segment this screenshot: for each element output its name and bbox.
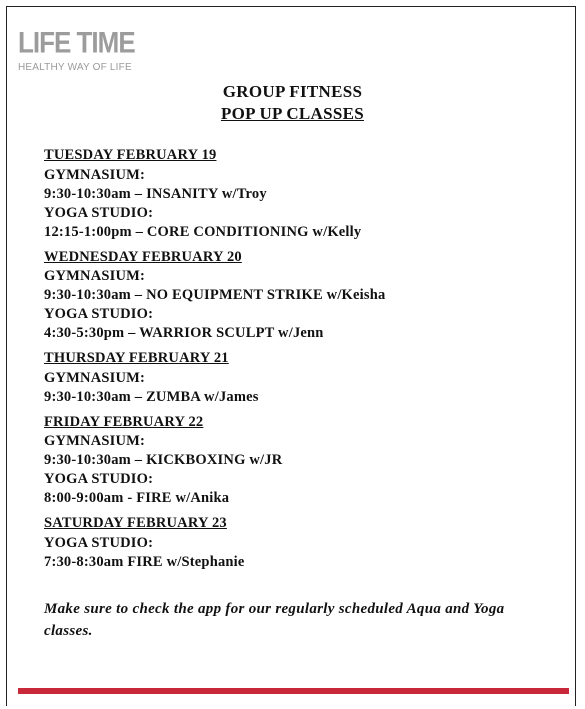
schedule-line: YOGA STUDIO:: [44, 204, 154, 221]
day-block: [44, 514, 564, 572]
class-schedule: [44, 146, 564, 578]
schedule-line: GYMNASIUM:: [44, 433, 146, 449]
schedule-line: GYMNASIUM:: [44, 166, 146, 183]
schedule-line: 12:15-1:00pm – CORE CONDITIONING w/Kelly: [44, 223, 362, 240]
schedule-line: 9:30-10:30am – INSANITY w/Troy: [44, 185, 267, 202]
schedule-line: YOGA STUDIO:: [44, 306, 154, 322]
schedule-line: GYMNASIUM:: [44, 268, 146, 284]
accent-bar: [18, 688, 569, 694]
day-heading: TUESDAY FEBRUARY 19: [44, 147, 217, 163]
day-heading: THURSDAY FEBRUARY 21: [44, 350, 229, 366]
schedule-line: YOGA STUDIO:: [44, 471, 154, 487]
schedule-line: GYMNASIUM:: [44, 369, 146, 386]
brand-logo: [18, 26, 135, 73]
footer-note: Make sure to check the app for our regularly scheduled Aqua and Yoga classes.: [44, 601, 505, 639]
day-heading: SATURDAY FEBRUARY 23: [44, 515, 227, 531]
brand-name: LIFE TIME: [18, 24, 135, 60]
day-block: [44, 146, 564, 242]
day-heading: FRIDAY FEBRUARY 22: [44, 413, 204, 430]
page-title: GROUP FITNESS: [222, 82, 363, 101]
schedule-line: 7:30-8:30am FIRE w/Stephanie: [44, 553, 245, 570]
schedule-line: 9:30-10:30am – NO EQUIPMENT STRIKE w/Keisha: [44, 287, 386, 303]
day-heading: WEDNESDAY FEBRUARY 20: [44, 248, 242, 265]
day-block: [44, 349, 564, 407]
schedule-line: YOGA STUDIO:: [44, 534, 154, 551]
day-block: [44, 248, 564, 344]
schedule-line: 9:30-10:30am – ZUMBA w/James: [44, 388, 259, 405]
page-subtitle: POP UP CLASSES: [220, 104, 365, 123]
brand-tagline: HEALTHY WAY OF LIFE: [18, 62, 132, 73]
day-block: [44, 413, 564, 509]
schedule-line: 9:30-10:30am – KICKBOXING w/JR: [44, 452, 283, 468]
schedule-line: 4:30-5:30pm – WARRIOR SCULPT w/Jenn: [44, 325, 324, 341]
schedule-line: 8:00-9:00am - FIRE w/Anika: [44, 490, 230, 506]
